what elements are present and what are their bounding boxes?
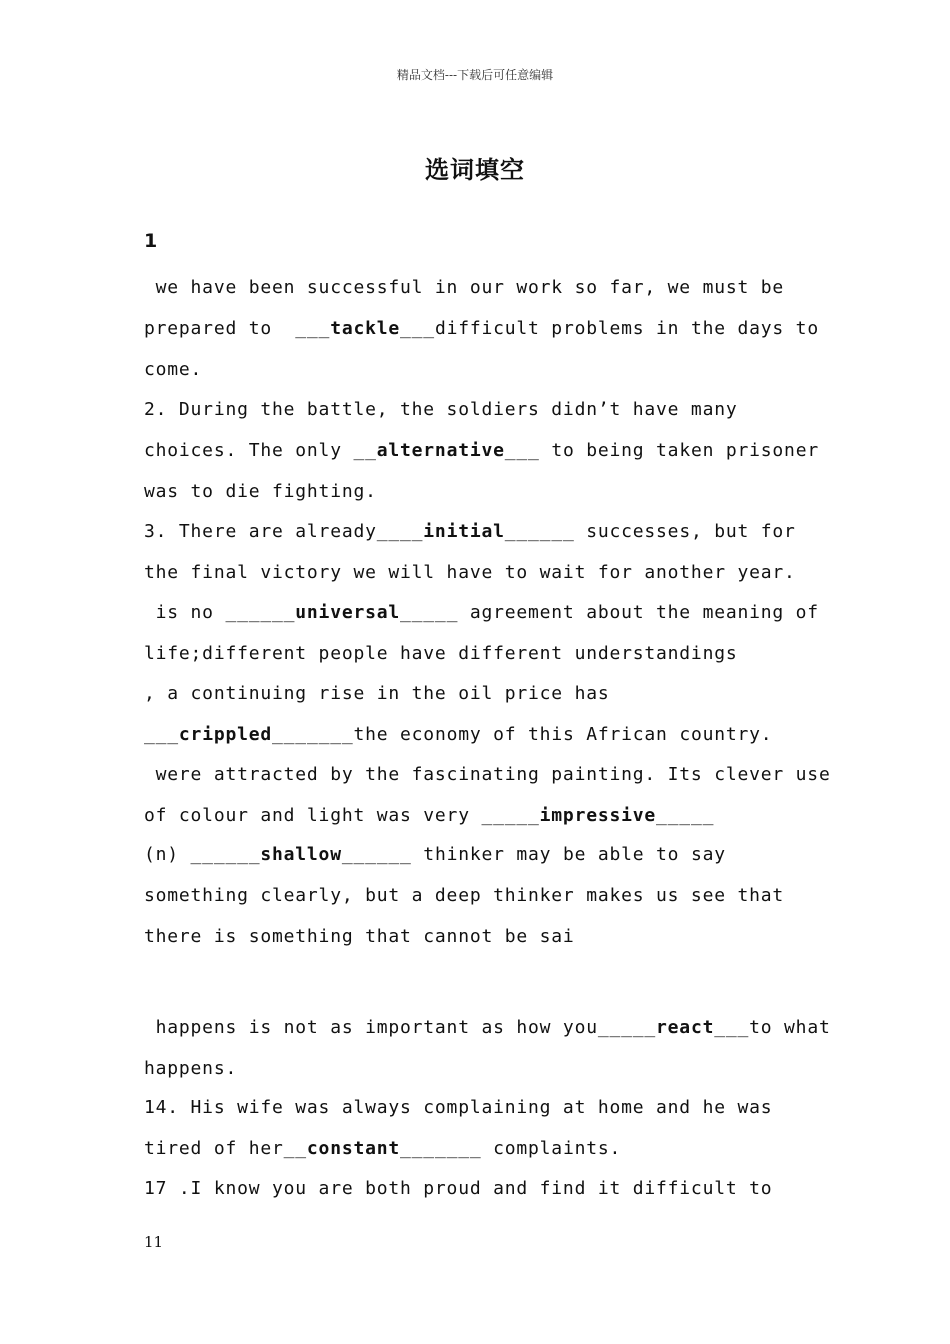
answer-word: tackle <box>330 318 401 339</box>
text-line <box>144 682 609 706</box>
text-segment: , a continuing rise in the oil price has <box>144 683 610 704</box>
text-line <box>144 763 831 787</box>
answer-word: shallow <box>260 844 342 865</box>
text-line <box>144 1096 772 1120</box>
text-segment: (n) ______ <box>144 844 261 865</box>
text-segment: ___to what <box>714 1017 831 1038</box>
text-line <box>144 601 819 625</box>
text-segment: come. <box>144 359 203 380</box>
text-segment: of colour and light was very _____ <box>144 805 540 826</box>
text-segment: ______ successes, but for <box>504 521 796 542</box>
text-segment: _______the economy of this African country. <box>272 724 773 745</box>
text-segment: there is something that cannot be sai <box>144 926 575 947</box>
text-line <box>144 843 726 867</box>
text-line <box>144 642 737 666</box>
text-segment: _____ agreement about the meaning of <box>400 602 819 623</box>
text-line <box>144 358 202 382</box>
text-segment: tired of her__ <box>144 1138 307 1159</box>
text-segment: ______ thinker may be able to say <box>341 844 726 865</box>
text-segment: life;different people have different understandings <box>144 643 738 664</box>
text-segment: ___ <box>144 724 179 745</box>
text-line <box>144 884 784 908</box>
answer-word: universal <box>295 602 401 623</box>
text-segment: is no ______ <box>144 602 296 623</box>
text-line <box>144 398 737 422</box>
text-segment: ___difficult problems in the days to <box>400 318 819 339</box>
text-line <box>144 439 819 463</box>
answer-word: initial <box>423 521 505 542</box>
text-segment: was to die fighting. <box>144 481 377 502</box>
answer-word: alternative <box>376 440 505 461</box>
text-segment: choices. The only __ <box>144 440 377 461</box>
text-segment: something clearly, but a deep thinker makes us see that <box>144 885 785 906</box>
text-line <box>144 1057 237 1081</box>
text-line <box>144 1177 772 1201</box>
text-segment: _______ complaints. <box>400 1138 622 1159</box>
text-segment: 2. During the battle, the soldiers didn’t have many <box>144 399 738 420</box>
answer-word: impressive <box>539 805 657 826</box>
text-segment: prepared to ___ <box>144 318 331 339</box>
text-line <box>144 1137 621 1161</box>
text-line <box>144 276 784 300</box>
text-segment: 3. There are already____ <box>144 521 424 542</box>
section-number: 1 <box>144 230 158 252</box>
text-segment: 17 .I know you are both proud and find it difficult to <box>144 1178 773 1199</box>
text-line <box>144 317 819 341</box>
text-segment: ___ to being taken prisoner <box>504 440 819 461</box>
text-line <box>144 561 796 585</box>
text-line <box>144 480 377 504</box>
text-segment: _____ <box>656 805 715 826</box>
text-segment: the final victory we will have to wait for another year. <box>144 562 796 583</box>
answer-word: constant <box>306 1138 401 1159</box>
text-line <box>144 520 796 544</box>
text-segment: happens. <box>144 1058 238 1079</box>
page-header: 精品文档---下载后可任意编辑 <box>396 68 554 82</box>
answer-word: crippled <box>178 724 273 745</box>
text-segment: were attracted by the fascinating painting. Its clever use <box>144 764 831 785</box>
text-line <box>144 804 714 828</box>
text-line <box>144 1016 831 1040</box>
page-number: 11 <box>144 1233 164 1251</box>
text-line <box>144 925 575 949</box>
text-line <box>144 723 772 747</box>
page-title: 选词填空 <box>425 156 525 184</box>
text-segment: 14. His wife was always complaining at home and he was <box>144 1097 773 1118</box>
answer-word: react <box>656 1017 715 1038</box>
text-segment: we have been successful in our work so far, we must be <box>144 277 785 298</box>
text-segment: happens is not as important as how you_____ <box>144 1017 657 1038</box>
